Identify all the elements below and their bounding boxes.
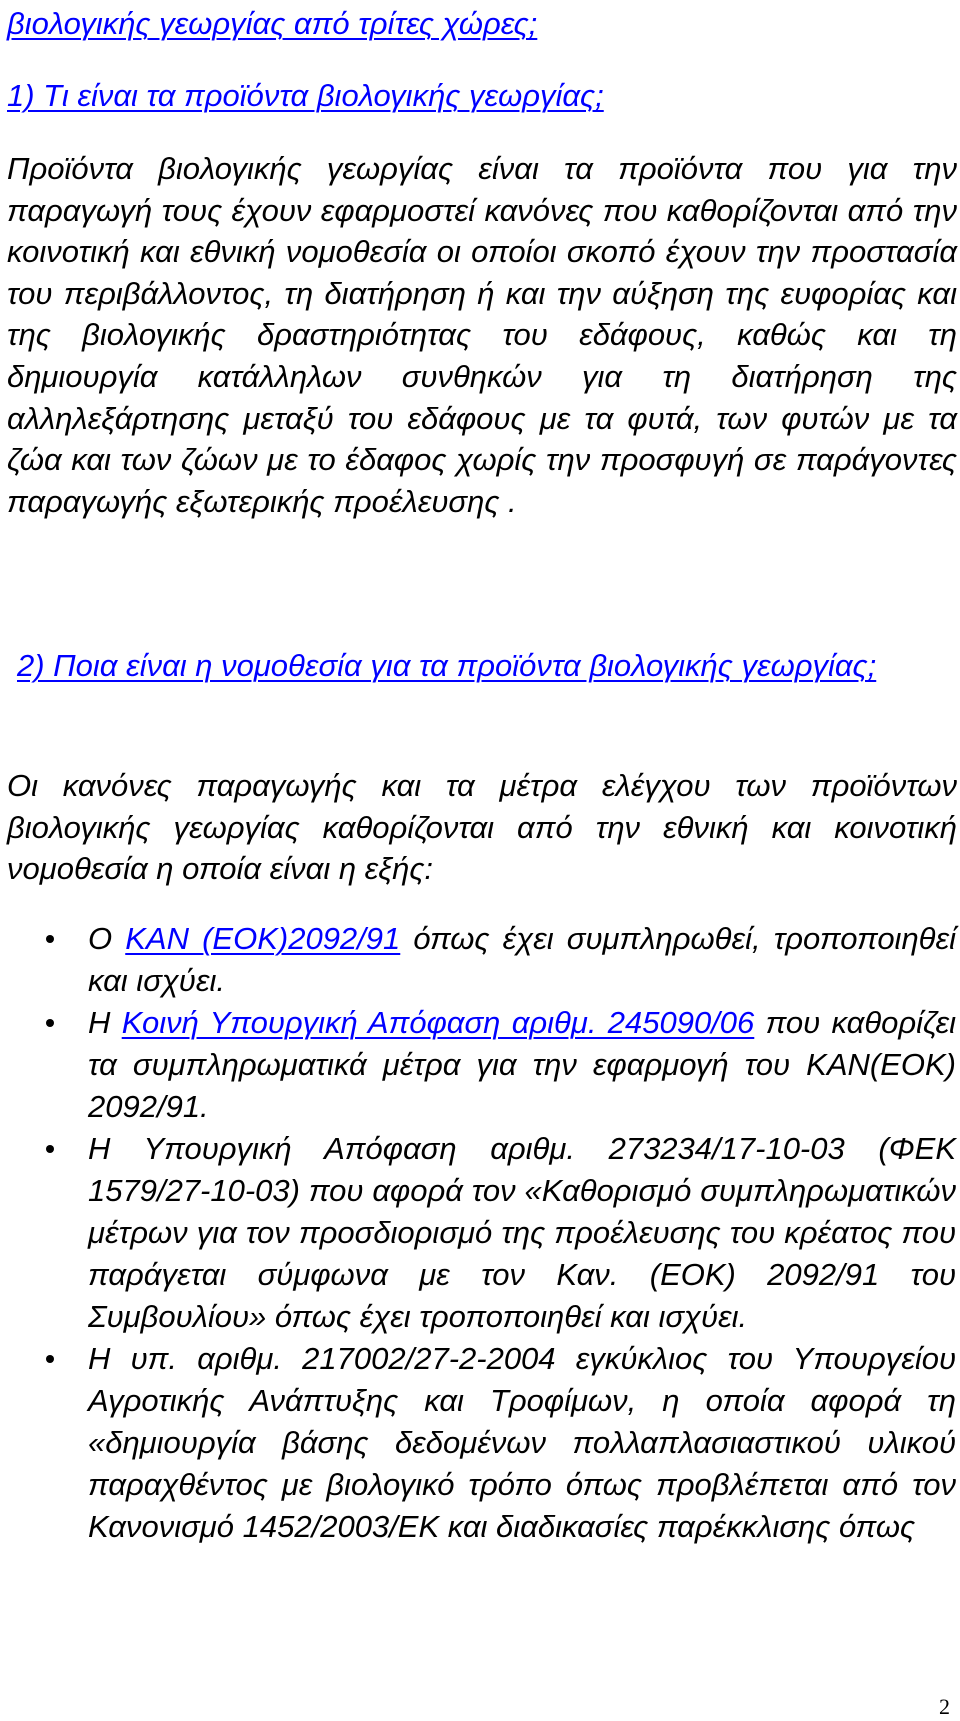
list-item [88, 918, 956, 1002]
bullet-icon [46, 1019, 54, 1027]
legislation-list [0, 918, 960, 1548]
list-item [88, 1128, 956, 1338]
link-joint-ministerial-decision[interactable]: Κοινή Υπουργική Απόφαση αριθμ. 245090/06 [121, 1005, 755, 1040]
list-item-text: Η υπ. αριθμ. 217002/27-2-2004 εγκύκλιος του Υπουργείου Αγροτικής Ανάπτυξης και Τροφίμων, η οποία αφορά τη «δημιουργία βάσης δεδομένων πολλαπλασιαστικού υλικού παραχθέντος με βιολογικό τρόπο όπως προβλέπεται από τον Κανονισμό 1452/2003/ΕΚ και διαδικασίες παρέκκλισης όπως [88, 1341, 956, 1544]
list-item-text-before: Η [88, 1005, 122, 1040]
bullet-icon [46, 1145, 54, 1153]
list-item-text-after: που καθορίζει τα συμπληρωματικά μέτρα για την εφαρμογή του ΚΑΝ(ΕΟΚ) 2092/91. [88, 1005, 956, 1124]
link-kan-2092-91[interactable]: ΚΑΝ (ΕΟΚ)2092/91 [125, 921, 401, 956]
list-item-text-after: όπως έχει συμπληρωθεί, τροποποιηθεί και ισχύει. [88, 921, 956, 998]
page-number: 2 [939, 1694, 950, 1719]
bullet-icon [46, 935, 54, 943]
list-item [88, 1338, 956, 1548]
link-heading-third-countries[interactable]: βιολογικής γεωργίας από τρίτες χώρες; [7, 6, 538, 41]
bullet-icon [46, 1355, 54, 1363]
q2-heading [7, 645, 957, 687]
q1-answer-paragraph: Προϊόντα βιολογικής γεωργίας είναι τα προϊόντα που για την παραγωγή τους έχουν εφαρμοστεί κανόνες που καθορίζονται από την κοινοτική και εθνική νομοθεσία οι οποίοι σκοπό έχουν την προστασία του περιβάλλοντος, τη διατήρηση ή και την αύξηση της ευφορίας και της βιολογικής δραστηριότητας του εδάφους, καθώς και τη δημιουργία κατάλληλων συνθηκών για τη διατήρηση της αλληλεξάρτησης μεταξύ του εδάφους με τα φυτά, των φυτών με τα ζώα και των ζώων με το έδαφος χωρίς την προσφυγή σε παράγοντες παραγωγής εξωτερικής προέλευσης . [7, 151, 957, 519]
link-q1-heading[interactable]: 1) Τι είναι τα προϊόντα βιολογικής γεωργίας; [7, 78, 604, 113]
link-q2-heading[interactable]: 2) Ποια είναι η νομοθεσία για τα προϊόντα βιολογικής γεωργίας; [17, 648, 877, 683]
list-item [88, 1002, 956, 1128]
list-item-text: Η Υπουργική Απόφαση αριθμ. 273234/17-10-03 (ΦΕΚ 1579/27-10-03) που αφορά τον «Καθορισμό συμπληρωματικών μέτρων για τον προσδιορισμό της προέλευσης του κρέατος που παράγεται σύμφωνα με τον Καν. (ΕΟΚ) 2092/91 του Συμβουλίου» όπως έχει τροποποιηθεί και ισχύει. [88, 1131, 956, 1334]
list-item-text-before: Ο [88, 921, 126, 956]
q2-intro-paragraph: Οι κανόνες παραγωγής και τα μέτρα ελέγχου των προϊόντων βιολογικής γεωργίας καθορίζονται από την εθνική και κοινοτική νομοθεσία η οποία είναι η εξής: [7, 768, 957, 887]
